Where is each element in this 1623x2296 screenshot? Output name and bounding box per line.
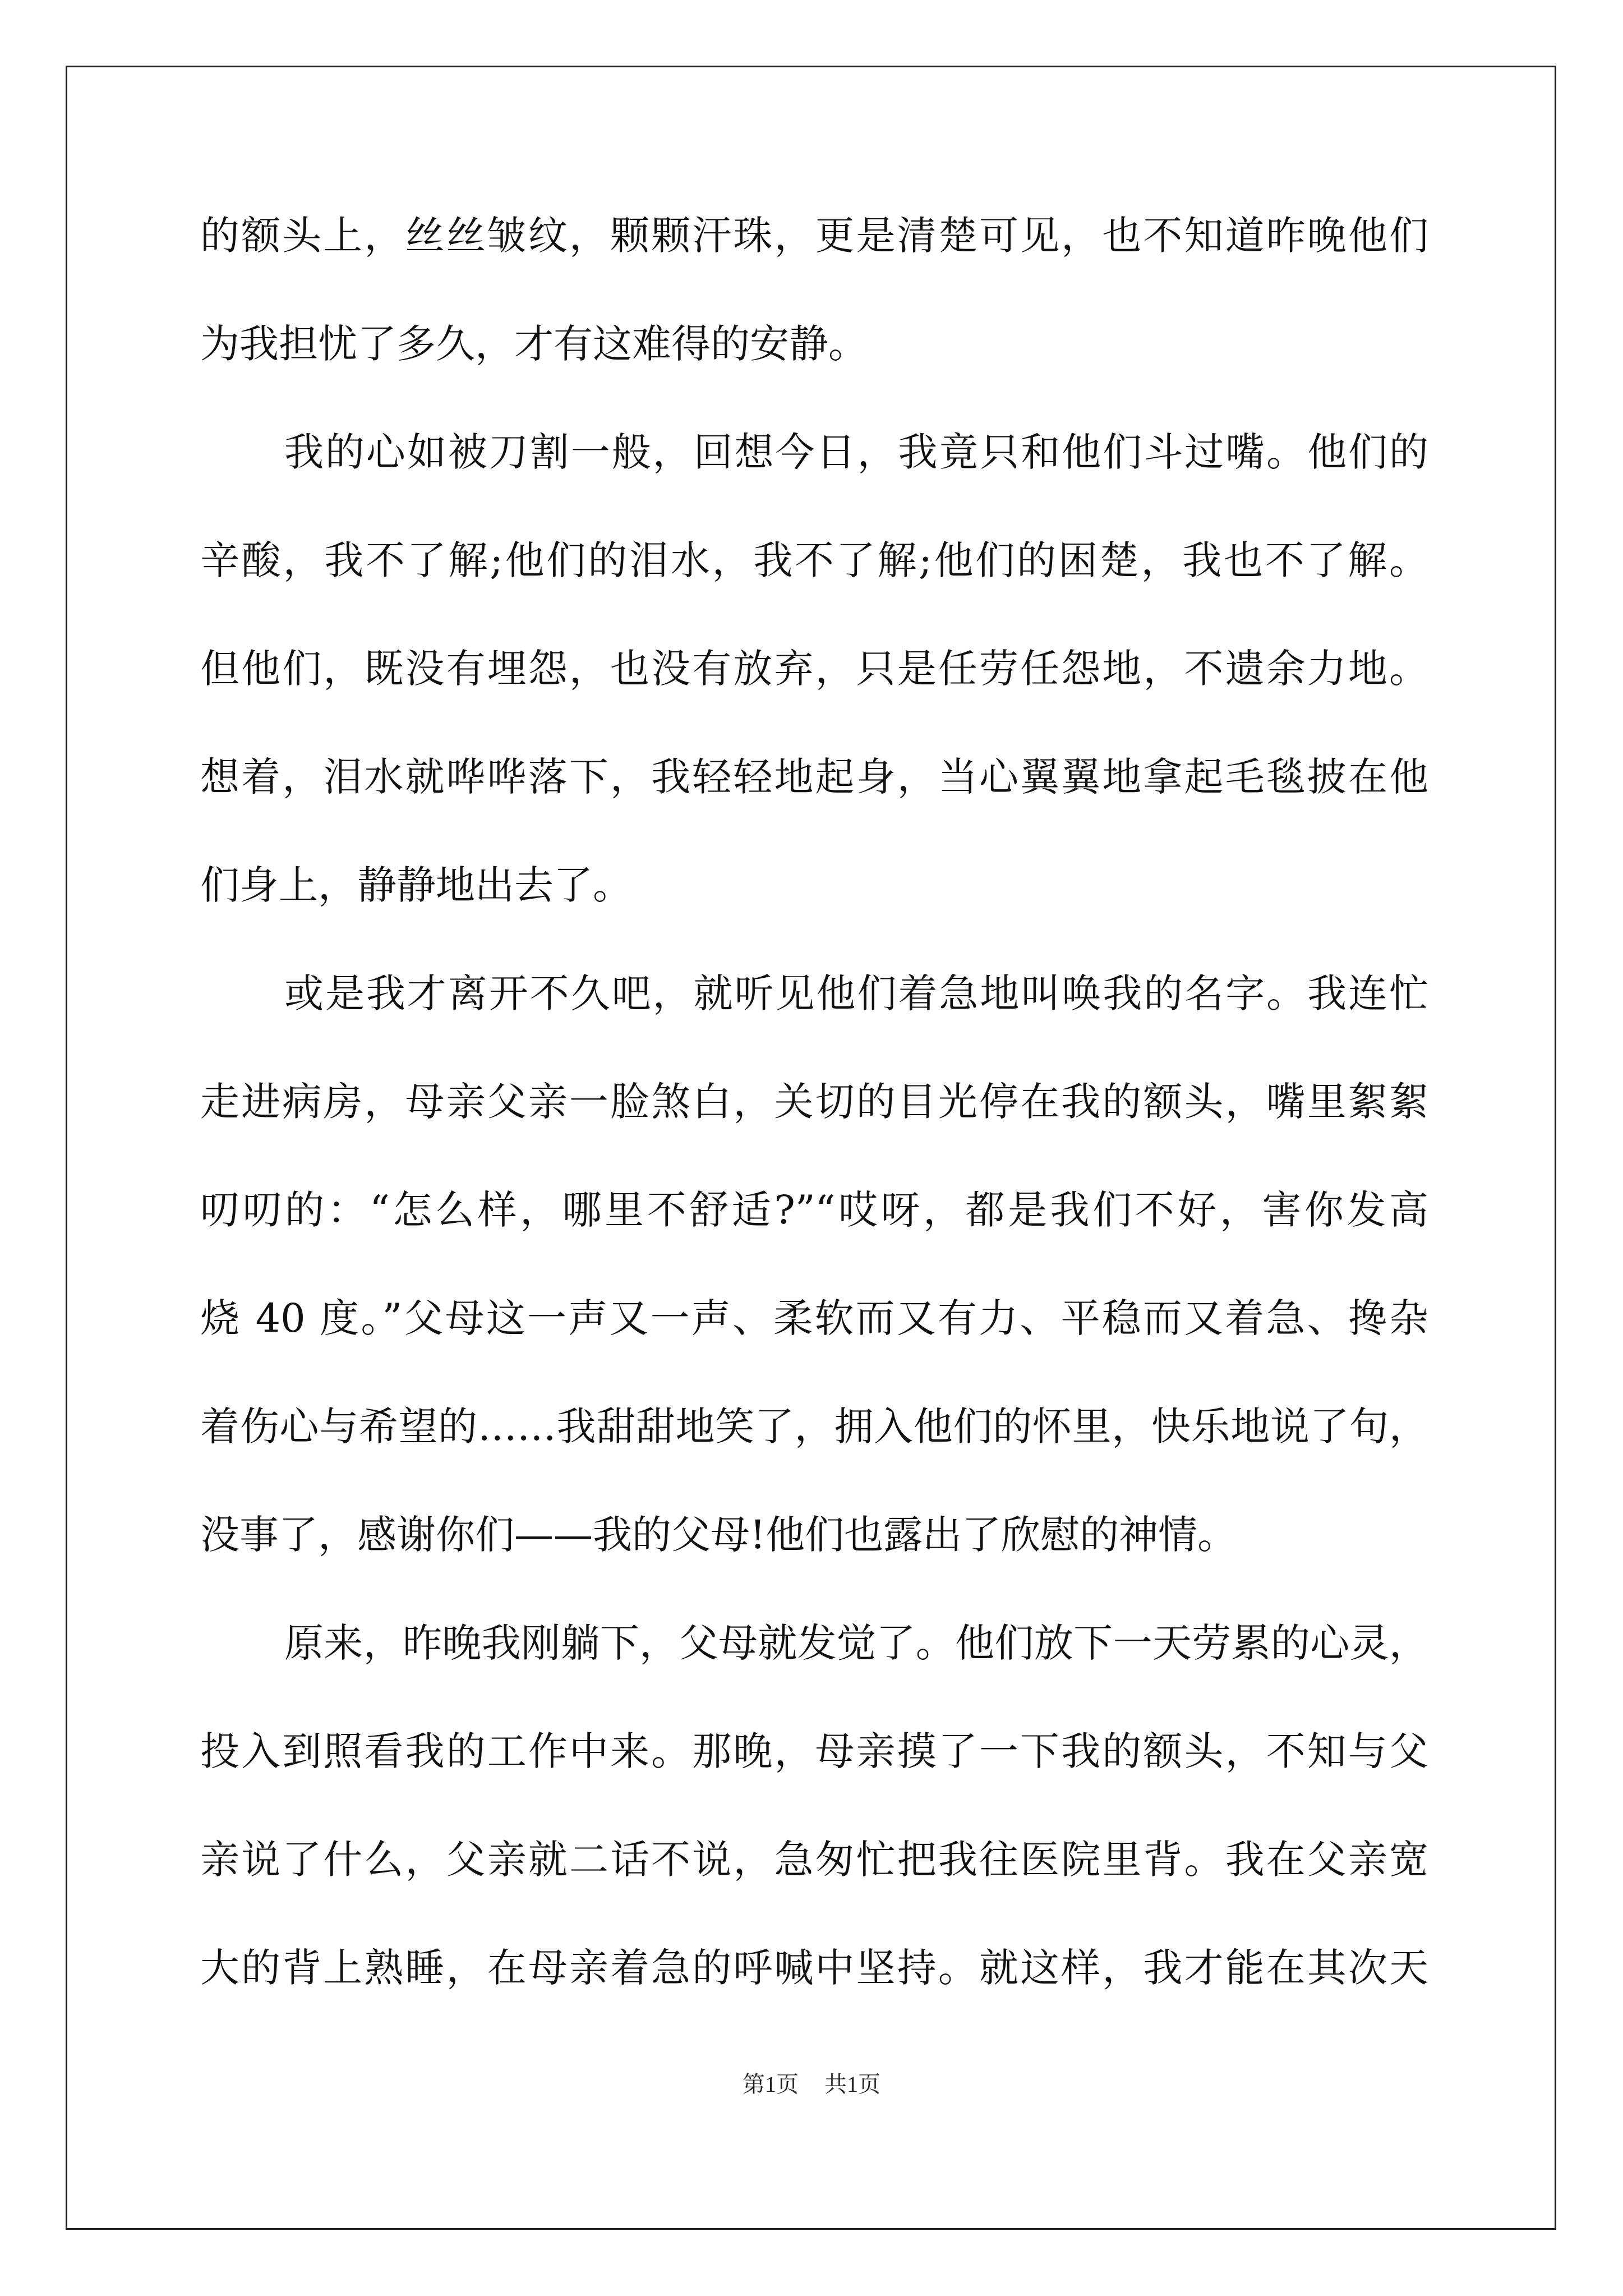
text-line: 走进病房，母亲父亲一脸煞白，关切的目光停在我的额头，嘴里絮絮 — [200, 1079, 1428, 1125]
text-line: 大的背上熟睡，在母亲着急的呼喊中坚持。就这样，我才能在其次天 — [200, 1945, 1428, 1991]
text-line: 烧 40 度。”父母这一声又一声、柔软而又有力、平稳而又着急、搀杂 — [200, 1295, 1428, 1341]
text-line: 投入到照看我的工作中来。那晚，母亲摸了一下我的额头，不知与父 — [200, 1728, 1428, 1774]
text-line: 原来，昨晚我刚躺下，父母就发觉了。他们放下一天劳累的心灵， — [284, 1620, 1428, 1666]
page-footer — [0, 2071, 1623, 2098]
text-line: 的额头上，丝丝皱纹，颗颗汗珠，更是清楚可见，也不知道昨晚他们 — [200, 213, 1428, 259]
text-line: 辛酸，我不了解;他们的泪水，我不了解;他们的困楚，我也不了解。 — [200, 537, 1428, 583]
text-line: 着伤心与希望的……我甜甜地笑了，拥入他们的怀里，快乐地说了句， — [200, 1404, 1428, 1450]
text-line: 但他们，既没有埋怨，也没有放弃，只是任劳任怨地，不遗余力地。 — [200, 646, 1428, 692]
document-body — [200, 213, 1428, 2056]
text-line: 亲说了什么，父亲就二话不说，急匆忙把我往医院里背。我在父亲宽 — [200, 1837, 1428, 1883]
text-line: 为我担忧了多久，才有这难得的安静。 — [200, 321, 868, 367]
text-line: 没事了，感谢你们——我的父母!他们也露出了欣慰的神情。 — [200, 1512, 1237, 1558]
text-line: 叨叨的：“怎么样，哪里不舒适?”“哎呀，都是我们不好，害你发高 — [200, 1187, 1428, 1233]
page-total: 共1页 — [824, 2072, 880, 2097]
text-line: 们身上，静静地出去了。 — [200, 862, 632, 908]
text-line: 想着，泪水就哗哗落下，我轻轻地起身，当心翼翼地拿起毛毯披在他 — [200, 754, 1428, 800]
text-line: 我的心如被刀割一般，回想今日，我竟只和他们斗过嘴。他们的 — [284, 429, 1428, 475]
page-number: 第1页 — [743, 2072, 799, 2097]
text-line: 或是我才离开不久吧，就听见他们着急地叫唤我的名字。我连忙 — [284, 970, 1428, 1016]
